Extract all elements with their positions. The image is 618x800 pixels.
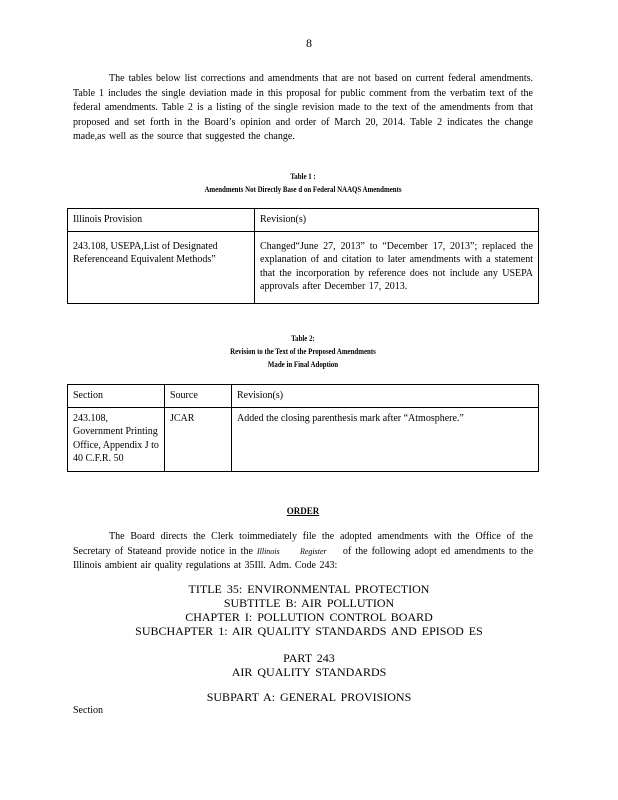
part-name-heading: AIR QUALITY STANDARDS bbox=[231, 665, 387, 679]
order-heading-text: ORDER bbox=[286, 506, 320, 516]
subchapter-heading: SUBCHAPTER 1: AIR QUALITY STANDARDS AND EPISOD ES bbox=[135, 624, 483, 638]
table2-caption-subtitle2: Made in Final Adoption bbox=[267, 360, 339, 369]
title-heading: TITLE 35: ENVIRONMENTAL PROTECTION bbox=[188, 582, 430, 596]
order-heading bbox=[0, 506, 618, 516]
intro-paragraph: The tables below list corrections and amendments that are not based on current federal amendments. Table 1 includes the single deviation made in this proposal for public comment from the verbatim text of the federal amendments. Table 2 is a listing of the single revision made to the text of the amendments from that proposed and set forth in the Board’s opinion and order of March 20, 2014. Table 2 indicates the change made,as well as the source that suggested the change. bbox=[73, 73, 533, 142]
table1-header-row bbox=[68, 209, 539, 232]
table2-cell-source: JCAR bbox=[165, 407, 232, 471]
table2-header-revision: Revision(s) bbox=[232, 385, 539, 408]
table1-revision-text: Changed“June 27, 2013” to “December 17, 2013”; replaced the explanation of and citation to later amendments with a statement that the incorporation by reference does not include any USEPA approvals after December 17, 2013. bbox=[260, 240, 533, 292]
table1-header-provision: Illinois Provision bbox=[68, 209, 255, 232]
subpart-heading: SUBPART A: GENERAL PROVISIONS bbox=[206, 690, 412, 704]
table1-provision-text: 243.108, USEPA,List of Designated Referenceand Equivalent Methods” bbox=[73, 240, 218, 265]
order-paragraph-italic2: Register bbox=[299, 546, 327, 556]
table1-header-revision: Revision(s) bbox=[255, 209, 539, 232]
table1 bbox=[67, 208, 539, 304]
table2-row bbox=[68, 407, 539, 471]
table1-cell-revision bbox=[255, 231, 539, 303]
table2-cell-section: 243.108, Government Printing Office, Appendix J to 40 C.F.R. 50 bbox=[68, 407, 165, 471]
table1-caption-subtitle: Amendments Not Directly Base d on Federal NAAQS Amendments bbox=[204, 185, 402, 194]
table2-caption-title: Table 2: bbox=[291, 334, 315, 343]
table1-row bbox=[68, 231, 539, 303]
table1-caption-title: Table 1 : bbox=[290, 172, 316, 181]
order-paragraph-italic1: Illinois bbox=[256, 546, 280, 556]
chapter-heading: CHAPTER I: POLLUTION CONTROL BOARD bbox=[185, 610, 433, 624]
table2-header-row bbox=[68, 385, 539, 408]
table2-cell-revision: Added the closing parenthesis mark after “Atmosphere.” bbox=[232, 407, 539, 471]
subtitle-heading: SUBTITLE B: AIR POLLUTION bbox=[223, 596, 395, 610]
table2-header-section: Section bbox=[68, 385, 165, 408]
part-heading: PART 243 bbox=[283, 651, 335, 665]
order-paragraph-part2: of the following adopt ed amendments to the Illinois ambient air quality regulations at 35Ill. Adm. Code 243: bbox=[73, 545, 534, 571]
table2 bbox=[67, 384, 539, 472]
table2-header-source: Source bbox=[165, 385, 232, 408]
table1-cell-provision bbox=[68, 231, 255, 303]
table2-caption bbox=[105, 332, 501, 371]
page-number: 8 bbox=[306, 36, 312, 50]
order-paragraph-part1: The Board directs the Clerk toimmediately file the adopted amendments with the Office of the Secretary of Stateand provide notice in the bbox=[73, 531, 533, 557]
section-label: Section bbox=[73, 705, 103, 716]
table1-caption bbox=[105, 170, 501, 196]
order-paragraph bbox=[73, 530, 533, 574]
table2-caption-subtitle: Revision to the Text of the Proposed Amendments bbox=[230, 347, 376, 356]
